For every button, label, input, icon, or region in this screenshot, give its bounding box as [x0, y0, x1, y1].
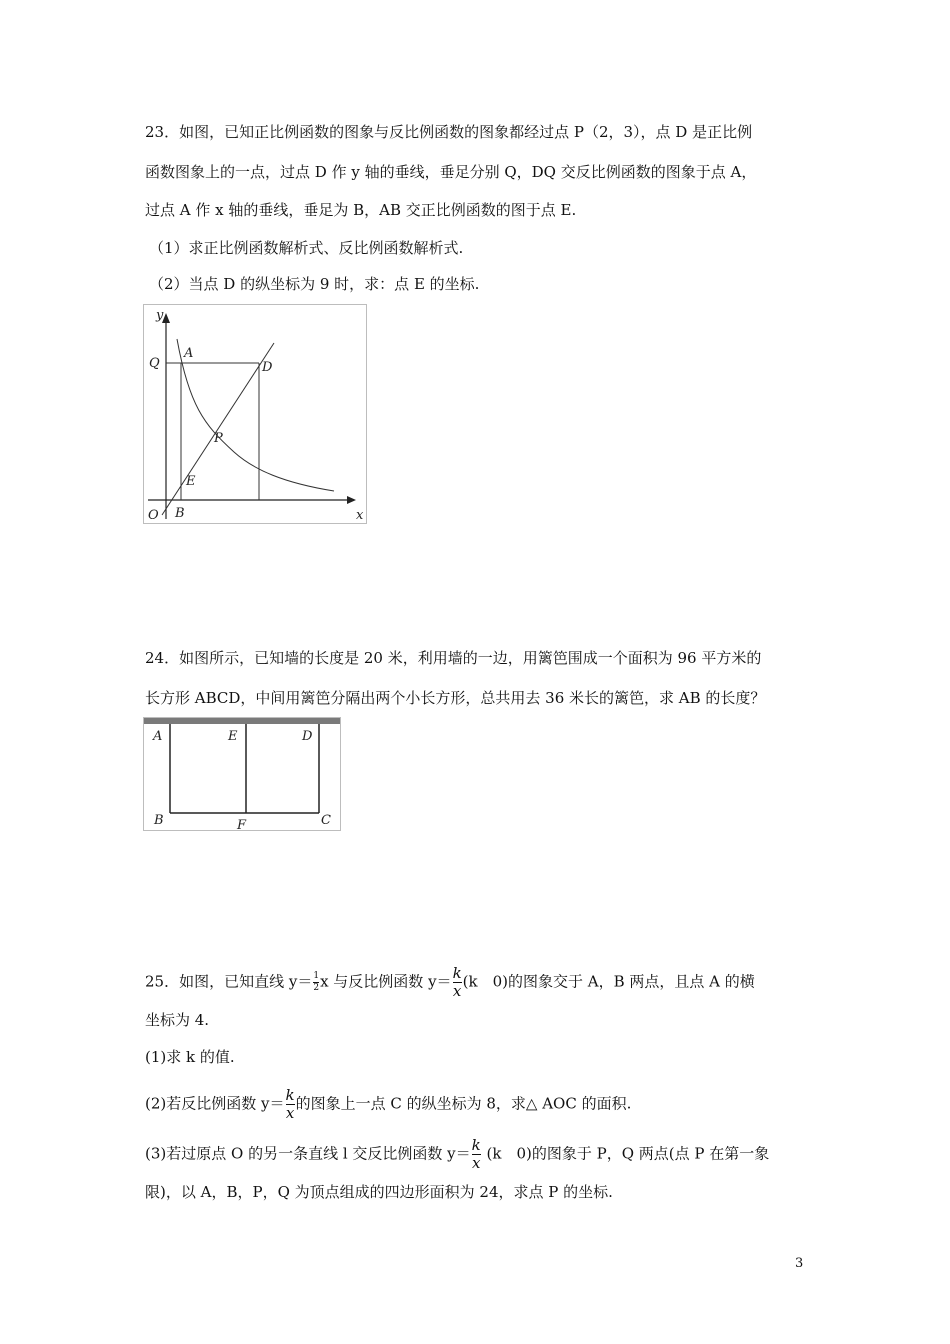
q25-line-1-a: 25．如图，已知直线 y＝: [145, 972, 313, 991]
q25-part-3-b: (k 0)的图象于 P，Q 两点(点 P 在第一象: [481, 1144, 770, 1163]
label-y: y: [156, 308, 164, 323]
q24-diagram: [144, 718, 340, 830]
fraction-k-over-x: $\frac{k}{x}$: [452, 964, 462, 1000]
label-O: O: [148, 508, 159, 523]
label-C: C: [321, 813, 331, 828]
label-D: D: [262, 360, 273, 375]
q25-part-2-b: 的图象上一点 C 的纵坐标为 8，求△ AOC 的面积.: [295, 1094, 632, 1113]
fraction-one-half: $\frac{1}{2}$: [313, 971, 320, 993]
q25-line-2: 坐标为 4.: [145, 1011, 210, 1029]
label-Q: Q: [149, 356, 160, 371]
label-F: F: [237, 818, 247, 830]
q24-line-1: 24．如图所示，已知墙的长度是 20 米，利用墙的一边，用篱笆围成一个面积为 96 平方米的: [145, 649, 762, 667]
label-B: B: [154, 813, 164, 828]
q24-line-2: 长方形 ABCD，中间用篱笆分隔出两个小长方形，总共用去 36 米长的篱笆，求 AB 的长度？: [145, 689, 766, 707]
q25-part-3: [145, 1138, 810, 1171]
inverse-function-curve: [177, 339, 334, 491]
x-axis-arrow: [347, 496, 356, 504]
q25-part-3-a: (3)若过原点 O 的另一条直线 l 交反比例函数 y＝: [145, 1144, 471, 1163]
q25-part-1: (1)求 k 的值.: [145, 1048, 235, 1066]
q23-line-2: 函数图象上的一点，过点 D 作 y 轴的垂线，垂足分别 Q，DQ 交反比例函数的图象于点 A，: [145, 163, 757, 181]
q23-line-1: 23．如图，已知正比例函数的图象与反比例函数的图象都经过点 P（2，3），点 D 是正比例: [145, 123, 753, 141]
label-P: P: [214, 431, 223, 446]
label-D: D: [302, 729, 313, 744]
q23-line-3: 过点 A 作 x 轴的垂线，垂足为 B，AB 交正比例函数的图于点 E.: [145, 201, 577, 219]
q25-line-1-c: (k 0)的图象交于 A，B 两点，且点 A 的横: [462, 972, 755, 991]
q25-part-2-a: (2)若反比例函数 y＝: [145, 1094, 285, 1113]
label-x: x: [356, 508, 364, 523]
q25-line-1-b: x 与反比例函数 y＝: [320, 972, 452, 991]
label-A: A: [153, 729, 163, 744]
q25-line-1: [145, 966, 810, 999]
label-E: E: [228, 729, 238, 744]
fraction-k-over-x: $\frac{k}{x}$: [471, 1136, 481, 1172]
q23-part-1: （1）求正比例函数解析式、反比例函数解析式.: [149, 239, 464, 257]
label-B: B: [175, 506, 185, 521]
q23-part-2: （2）当点 D 的纵坐标为 9 时，求：点 E 的坐标.: [149, 275, 480, 293]
q23-graph: [144, 305, 366, 523]
label-E: E: [186, 474, 196, 489]
q25-part-2: [145, 1088, 810, 1121]
q23-figure: [143, 304, 367, 524]
page-number: 3: [795, 1256, 804, 1271]
proportional-function-line: [162, 343, 274, 515]
fraction-k-over-x: $\frac{k}{x}$: [285, 1086, 295, 1122]
q25-part-3-line-2: 限)，以 A，B，P，Q 为顶点组成的四边形面积为 24，求点 P 的坐标.: [145, 1183, 613, 1201]
label-A: A: [184, 346, 194, 361]
q24-figure: [143, 717, 341, 831]
wall: [144, 718, 340, 724]
